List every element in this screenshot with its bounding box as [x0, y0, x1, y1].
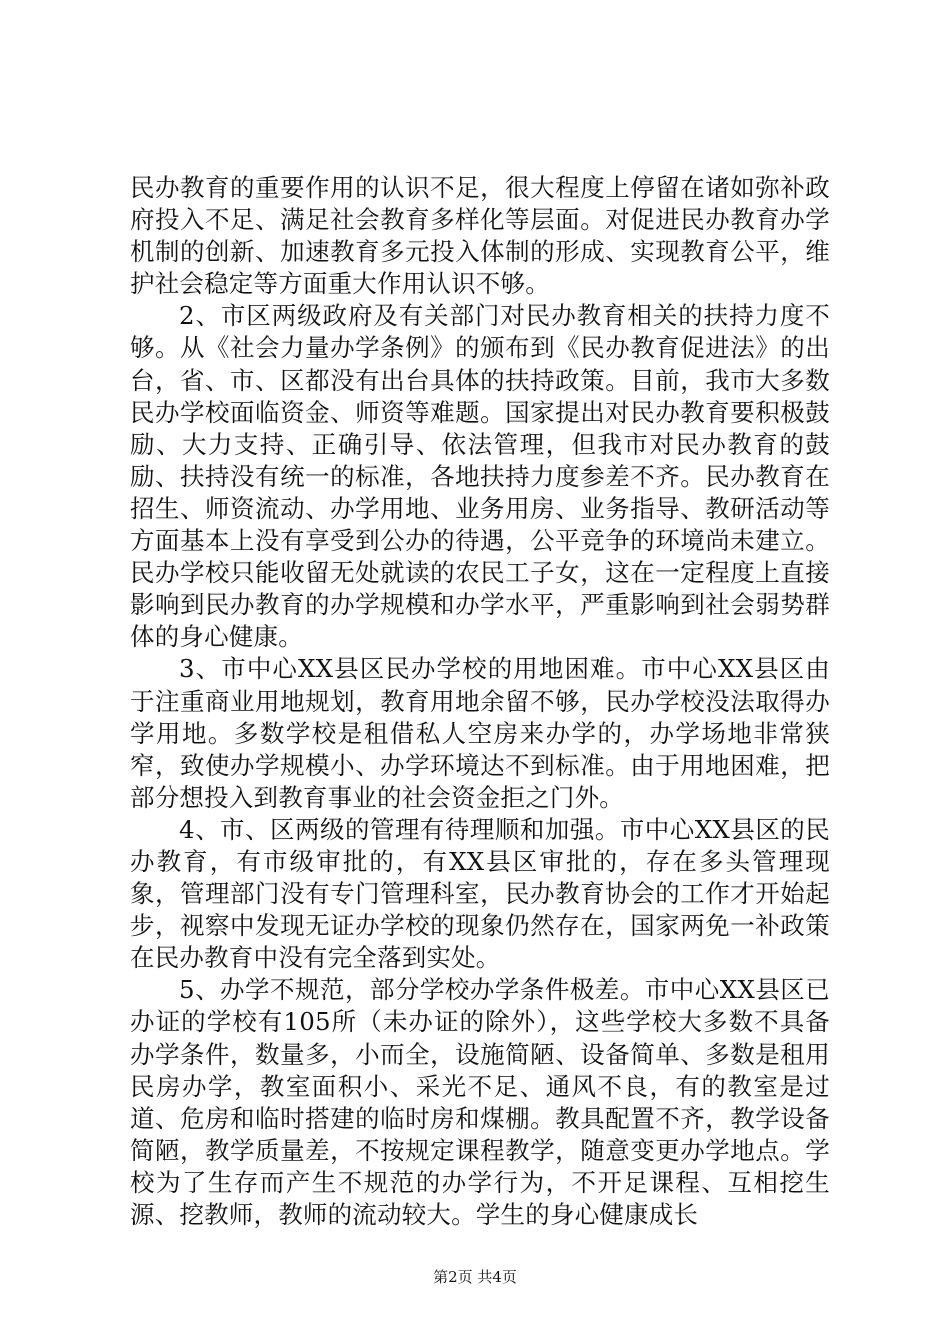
paragraph-continuation: 民办教育的重要作用的认识不足，很大程度上停留在诸如弥补政府投入不足、满足社会教育多样化等层面。对促进民办教育办学机制的创新、加速教育多元投入体制的形成、实现教育公平，维护社会稳定等方面重大作用认识不够。 [130, 173, 830, 299]
paragraph-item-5: 5、办学不规范，部分学校办学条件极差。市中心XX县区已办证的学校有105所（未办证的除外），这些学校大多数不具备办学条件，数量多，小而全，设施简陋、设备简单、多数是租用民房办学，教室面积小、采光不足、通风不良，有的教室是过道、危房和临时搭建的临时房和煤棚。教具配置不齐，教学设备简陋，教学质量差，不按规定课程教学，随意变更办学地点。学校为了生存而产生不规范的办学行为，不开足课程、互相挖生源、挖教师，教师的流动较大。学生的身心健康成长 [130, 975, 830, 1229]
paragraph-item-4: 4、市、区两级的管理有待理顺和加强。市中心XX县区的民办教育，有市级审批的，有XX县区审批的，存在多头管理现象，管理部门没有专门管理科室，民办教育协会的工作才开始起步，视察中发现无证办学校的现象仍然存在，国家两免一补政策在民办教育中没有完全落到实处。 [130, 814, 830, 973]
paragraph-item-3: 3、市中心XX县区民办学校的用地困难。市中心XX县区由于注重商业用地规划，教育用地余留不够，民办学校没法取得办学用地。多数学校是租借私人空房来办学的，办学场地非常狭窄，致使办学规模小、办学环境达不到标准。由于用地困难，把部分想投入到教育事业的社会资金拒之门外。 [130, 654, 830, 812]
document-body [130, 172, 830, 1231]
page-number-footer: 第2页 共4页 [433, 1268, 517, 1286]
paragraph-item-2: 2、市区两级政府及有关部门对民办教育相关的扶持力度不够。从《社会力量办学条例》的颁布到《民办教育促进法》的出台，省、市、区都没有出台具体的扶持政策。目前，我市大多数民办学校面临资金、师资等难题。国家提出对民办教育要积极鼓励、大力支持、正确引导、依法管理，但我市对民办教育的鼓励、扶持没有统一的标准，各地扶持力度参差不齐。民办教育在招生、师资流动、办学用地、业务用房、业务指导、教研活动等方面基本上没有享受到公办的待遇，公平竞争的环境尚未建立。民办学校只能收留无处就读的农民工子女，这在一定程度上直接影响到民办教育的办学规模和办学水平，严重影响到社会弱势群体的身心健康。 [130, 301, 830, 652]
